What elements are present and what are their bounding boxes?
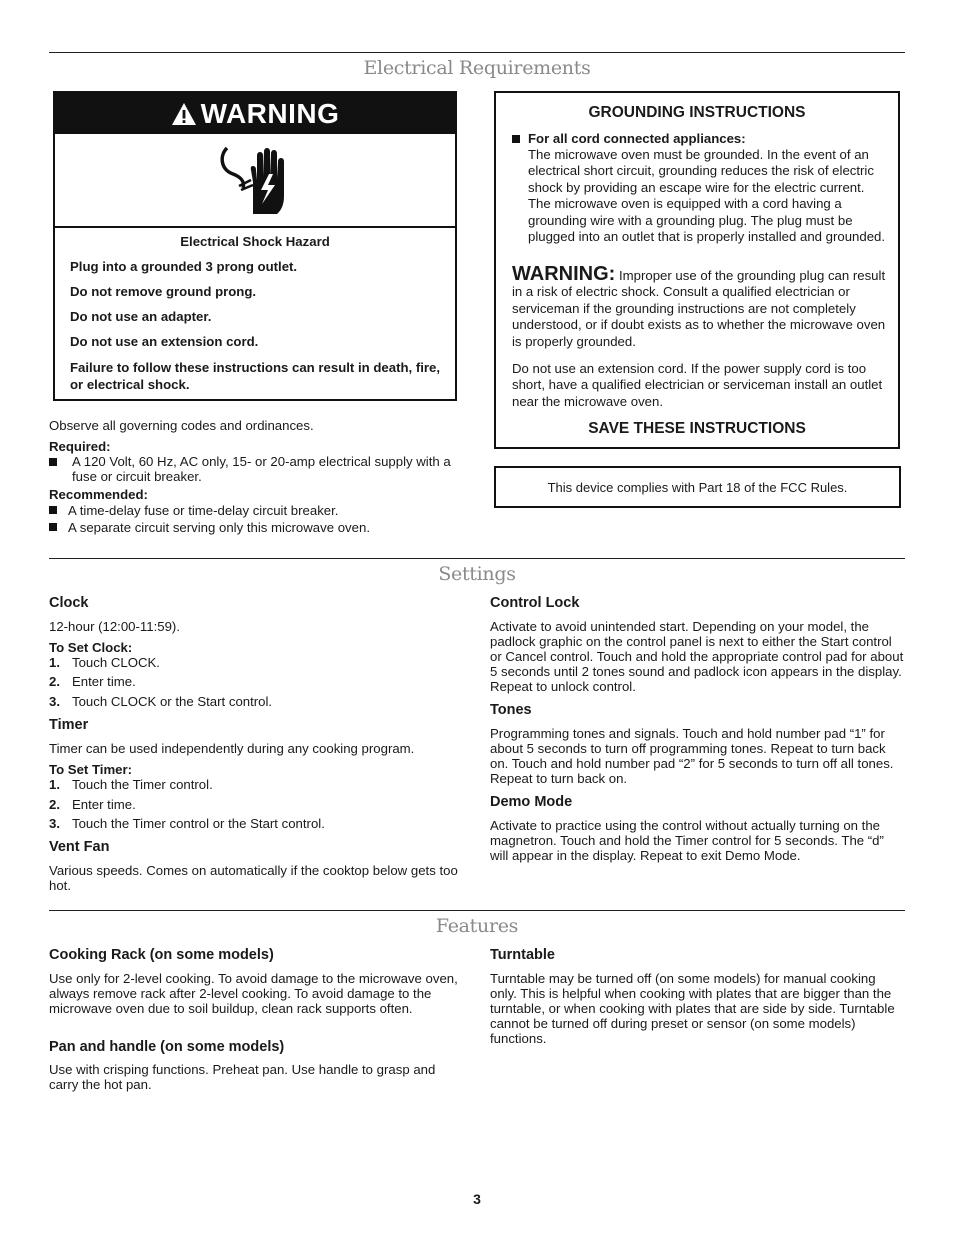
recommended-item-text: A separate circuit serving only this microwave oven. [68, 520, 370, 535]
grounding-warning [512, 263, 890, 350]
square-bullet-icon [49, 458, 57, 466]
warning-header-text: WARNING [200, 97, 340, 129]
save-instructions: SAVE THESE INSTRUCTIONS [588, 420, 806, 437]
clock-desc: 12-hour (12:00-11:59). [49, 619, 180, 634]
required-item-text: A 120 Volt, 60 Hz, AC only, 15- or 20-amp electrical supply with a fuse or circuit breaker. [72, 454, 451, 484]
electrical-shock-hand-icon [217, 142, 287, 220]
clock-sub: To Set Clock: [49, 640, 133, 655]
pan-heading: Pan and handle (on some models) [49, 1039, 285, 1055]
demo-heading: Demo Mode [490, 794, 573, 810]
warning-line: Failure to follow these instructions can result in death, fire, or electrical shock. [70, 360, 441, 392]
turntable-heading: Turntable [490, 947, 555, 963]
square-bullet-icon [49, 523, 57, 531]
fcc-notice-text: This device complies with Part 18 of the FCC Rules. [547, 479, 848, 495]
clock-step: 1. Touch CLOCK. [49, 655, 160, 670]
recommended-item-text: A time-delay fuse or time-delay circuit breaker. [68, 503, 339, 518]
grounding-bullet [512, 131, 888, 245]
tones-desc: Programming tones and signals. Touch and hold number pad “1” for about 5 seconds to turn off programming tones. Repeat to turn back on. Touch and hold number pad “2” for 5 seconds to turn off all tones. Repeat to turn back on. [490, 726, 894, 786]
vent-heading: Vent Fan [49, 839, 110, 855]
timer-desc: Timer can be used independently during any cooking program. [49, 741, 415, 756]
warning-line: Plug into a grounded 3 prong outlet. [70, 259, 298, 274]
tones-heading: Tones [490, 702, 532, 718]
clock-step: 2. Enter time. [49, 674, 136, 689]
settings-section-title: Settings [438, 563, 516, 585]
recommended-item [49, 503, 338, 518]
clock-step-text: Touch CLOCK or the Start control. [72, 694, 273, 709]
timer-step: 3. Touch the Timer control or the Start control. [49, 816, 325, 831]
control-lock-desc: Activate to avoid unintended start. Depending on your model, the padlock graphic on the control panel is next to either the Start control or Cancel control. Touch and hold the appropriate control pad for about 5 seconds until 2 tones sound and padlock icon appears in the display. Repeat to unlock control. [490, 619, 904, 694]
pan-desc: Use with crisping functions. Preheat pan. Use handle to grasp and carry the hot pan. [49, 1062, 436, 1092]
warning-line: Do not remove ground prong. [70, 284, 257, 299]
timer-step-text: Touch the Timer control or the Start control. [72, 816, 325, 831]
demo-desc: Activate to practice using the control without actually turning on the magnetron. Touch and hold the Timer control for 5 seconds. The “d” will appear in the display. Repeat to exit Demo Mode. [490, 818, 884, 863]
clock-step-text: Enter time. [72, 674, 136, 689]
hazard-title: Electrical Shock Hazard [180, 234, 330, 249]
features-section-title: Features [435, 915, 519, 937]
rack-heading: Cooking Rack (on some models) [49, 947, 274, 963]
timer-heading: Timer [49, 717, 89, 733]
clock-step-text: Touch CLOCK. [72, 655, 160, 670]
warning-header [55, 93, 455, 134]
timer-step: 1. Touch the Timer control. [49, 777, 213, 792]
clock-step: 3. Touch CLOCK or the Start control. [49, 694, 273, 709]
warning-line: Do not use an adapter. [70, 309, 212, 324]
section-rule-top [49, 52, 905, 53]
hazard-icon-area [55, 134, 455, 228]
rack-desc: Use only for 2-level cooking. To avoid damage to the microwave oven, always remove rack after 2-level cooking. To avoid damage to the microwave oven due to soil buildup, clean rack supports often. [49, 971, 458, 1016]
grounding-extension-text: Do not use an extension cord. If the power supply cord is too short, have a qualified electrician or serviceman install an outlet near the microwave oven. [512, 361, 883, 409]
grounding-warning-text: Improper use of the grounding plug can result in a risk of electric shock. Consult a qualified electrician or serviceman if the grounding instructions are not completely understood, or if doubt exists as to whether the microwave oven is properly grounded. [512, 268, 886, 349]
required-item [49, 454, 459, 484]
square-bullet-icon [512, 135, 520, 143]
timer-sub: To Set Timer: [49, 762, 133, 777]
fcc-notice-box [494, 466, 901, 508]
grounding-bullet-text: The microwave oven must be grounded. In the event of an electrical short circuit, grounding reduces the risk of electric shock by providing an escape wire for the electric current. The microwave oven is equipped with a cord having a grounding wire with a grounding plug. The plug must be plugged into an outlet that is properly installed and grounded. [528, 147, 886, 245]
turntable-desc: Turntable may be turned off (on some models) for manual cooking only. This is helpful when cooking with plates that are bigger than the turntable, or when cooking with plates that are side by side. Turntable cannot be turned off during preset or sensor (on some models) functions. [490, 971, 895, 1046]
timer-step: 2. Enter time. [49, 797, 136, 812]
recommended-item [49, 520, 370, 535]
section-rule-settings [49, 558, 905, 559]
required-label: Required: [49, 439, 111, 454]
warning-box [53, 91, 457, 401]
timer-step-text: Enter time. [72, 797, 136, 812]
vent-desc: Various speeds. Comes on automatically if the cooktop below gets too hot. [49, 863, 458, 893]
control-lock-heading: Control Lock [490, 595, 580, 611]
timer-step-text: Touch the Timer control. [72, 777, 213, 792]
recommended-label: Recommended: [49, 487, 148, 502]
electrical-section-title: Electrical Requirements [363, 57, 591, 79]
section-rule-features [49, 910, 905, 911]
page-number: 3 [473, 1191, 481, 1207]
warning-line: Do not use an extension cord. [70, 334, 259, 349]
grounding-warning-word: WARNING: [512, 263, 616, 285]
observe-text: Observe all governing codes and ordinances. [49, 418, 314, 433]
grounding-box [494, 91, 900, 449]
square-bullet-icon [49, 506, 57, 514]
grounding-bullet-label: For all cord connected appliances: [528, 131, 746, 146]
warning-triangle-icon [171, 102, 197, 126]
grounding-title: GROUNDING INSTRUCTIONS [588, 104, 806, 121]
clock-heading: Clock [49, 595, 89, 611]
